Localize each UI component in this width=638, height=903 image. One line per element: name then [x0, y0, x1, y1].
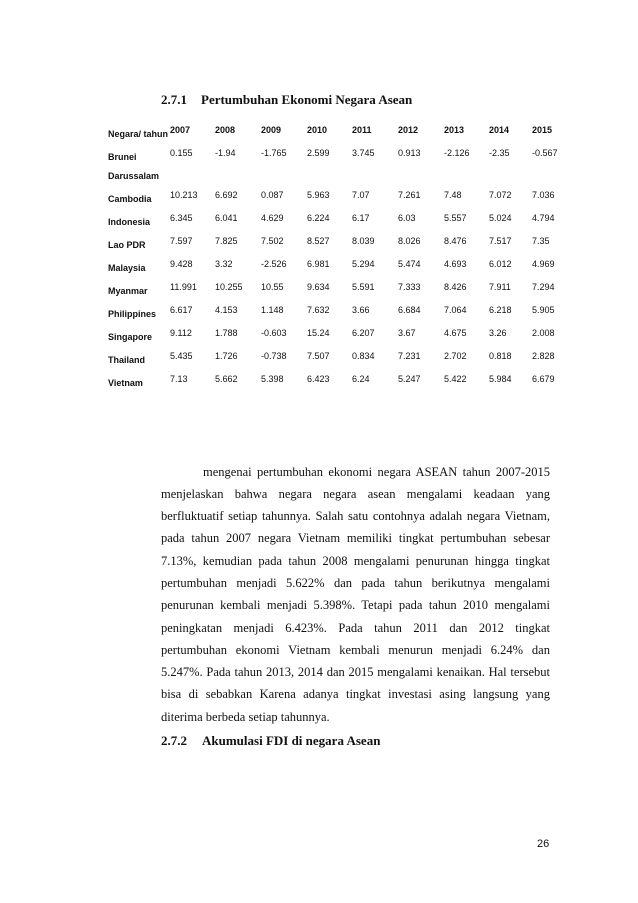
value-cell: 0.155	[170, 148, 193, 158]
value-cell: -2.35	[489, 148, 510, 158]
value-cell: 7.517	[489, 236, 512, 246]
value-cell: 6.17	[352, 213, 370, 223]
value-cell: 8.426	[444, 282, 467, 292]
value-cell: 8.026	[398, 236, 421, 246]
value-cell: 4.969	[532, 259, 555, 269]
header-year: 2015	[532, 125, 553, 135]
country-cell: Thailand	[108, 355, 146, 365]
country-cell: Singapore	[108, 332, 153, 342]
value-cell: 7.597	[170, 236, 193, 246]
table-row	[108, 301, 572, 324]
value-cell: 8.476	[444, 236, 467, 246]
table-row	[108, 144, 572, 186]
value-cell: 0.087	[261, 190, 284, 200]
country-cell: Cambodia	[108, 194, 152, 204]
table-row	[108, 347, 572, 370]
value-cell: 5.398	[261, 374, 284, 384]
value-cell: 6.684	[398, 305, 421, 315]
value-cell: 7.502	[261, 236, 284, 246]
value-cell: 6.423	[307, 374, 330, 384]
value-cell: 10.255	[215, 282, 243, 292]
value-cell: 4.153	[215, 305, 238, 315]
country-cell: Vietnam	[108, 378, 143, 388]
value-cell: 7.911	[489, 282, 511, 292]
value-cell: 4.794	[532, 213, 555, 223]
value-cell: 5.474	[398, 259, 421, 269]
value-cell: 10.55	[261, 282, 284, 292]
country-cell: Myanmar	[108, 286, 148, 296]
value-cell: 4.675	[444, 328, 467, 338]
header-year: 2013	[444, 125, 465, 135]
growth-table	[108, 121, 572, 393]
value-cell: -2.126	[444, 148, 470, 158]
value-cell: -1.94	[215, 148, 236, 158]
value-cell: -0.603	[261, 328, 287, 338]
header-year: 2012	[398, 125, 419, 135]
value-cell: 5.662	[215, 374, 238, 384]
value-cell: 7.507	[307, 351, 330, 361]
value-cell: 7.07	[352, 190, 370, 200]
table-row	[108, 232, 572, 255]
value-cell: 2.702	[444, 351, 467, 361]
value-cell: 3.67	[398, 328, 416, 338]
value-cell: 7.231	[398, 351, 421, 361]
value-cell: 6.218	[489, 305, 512, 315]
table-row	[108, 370, 572, 393]
value-cell: 7.036	[532, 190, 555, 200]
country-cell: Brunei Darussalam	[108, 152, 160, 181]
value-cell: 2.599	[307, 148, 330, 158]
value-cell: 7.35	[532, 236, 550, 246]
value-cell: 6.207	[352, 328, 375, 338]
value-cell: 6.041	[215, 213, 238, 223]
value-cell: 6.24	[352, 374, 370, 384]
value-cell: 5.557	[444, 213, 467, 223]
value-cell: 7.333	[398, 282, 421, 292]
header-year: 2009	[261, 125, 282, 135]
value-cell: 7.064	[444, 305, 467, 315]
table-row	[108, 324, 572, 347]
value-cell: 6.345	[170, 213, 193, 223]
value-cell: 6.224	[307, 213, 330, 223]
value-cell: 6.617	[170, 305, 193, 315]
section-number: 2.7.1	[161, 92, 187, 107]
header-country: Negara/ tahun	[108, 129, 169, 139]
value-cell: 10.213	[170, 190, 198, 200]
country-cell: Lao PDR	[108, 240, 146, 250]
header-year: 2014	[489, 125, 510, 135]
value-cell: 5.422	[444, 374, 467, 384]
value-cell: 5.247	[398, 374, 421, 384]
value-cell: 1.788	[215, 328, 238, 338]
value-cell: 0.818	[489, 351, 512, 361]
table-row	[108, 255, 572, 278]
section-title: Akumulasi FDI di negara Asean	[202, 733, 381, 748]
value-cell: 6.981	[307, 259, 330, 269]
value-cell: 7.072	[489, 190, 512, 200]
value-cell: 4.629	[261, 213, 284, 223]
section-title: Pertumbuhan Ekonomi Negara Asean	[201, 92, 413, 107]
value-cell: -0.738	[261, 351, 287, 361]
value-cell: 9.428	[170, 259, 193, 269]
value-cell: 7.294	[532, 282, 555, 292]
value-cell: 7.261	[398, 190, 421, 200]
value-cell: 5.591	[352, 282, 375, 292]
value-cell: 2.828	[532, 351, 555, 361]
value-cell: 8.527	[307, 236, 330, 246]
value-cell: 9.634	[307, 282, 330, 292]
table-row	[108, 186, 572, 209]
value-cell: 1.726	[215, 351, 238, 361]
section-heading-2-7-1	[161, 92, 412, 108]
value-cell: 2.008	[532, 328, 555, 338]
value-cell: 6.03	[398, 213, 416, 223]
value-cell: 5.294	[352, 259, 375, 269]
value-cell: 5.963	[307, 190, 330, 200]
value-cell: 1.148	[261, 305, 284, 315]
value-cell: 9.112	[170, 328, 192, 338]
header-year: 2010	[307, 125, 328, 135]
value-cell: 7.13	[170, 374, 188, 384]
body-paragraph: mengenai pertumbuhan ekonomi negara ASEAN tahun 2007-2015 menjelaskan bahwa negara negara asean mengalami keadaan yang berfluktuatif setiap tahunnya. Salah satu contohnya adalah negara Vietnam, pada tahun 2007 negara Vietnam memiliki tingkat pertumbuhan sebesar 7.13%, kemudian pada tahun 2008 mengalami penurunan hingga tingkat pertumbuhan menjadi 5.622% dan pada tahun berikutnya mengalami penurunan kembali menjadi 5.398%. Tetapi pada tahun 2010 mengalami peningkatan menjadi 6.423%. Pada tahun 2011 dan 2012 tingkat pertumbuhan ekonomi Vietnam kembali menurun menjadi 6.24% dan 5.247%. Pada tahun 2013, 2014 dan 2015 mengalami kenaikan. Hal tersebut bisa di sebabkan Karena adanya tingkat investasi asing langsung yang diterima berbeda setiap tahunnya.	[161, 464, 550, 724]
table-row	[108, 278, 572, 301]
value-cell: 0.913	[398, 148, 421, 158]
value-cell: 4.693	[444, 259, 467, 269]
table-header-row	[108, 121, 572, 144]
value-cell: 5.435	[170, 351, 193, 361]
value-cell: 7.48	[444, 190, 462, 200]
value-cell: 5.024	[489, 213, 512, 223]
value-cell: 0.834	[352, 351, 375, 361]
value-cell: -0.567	[532, 148, 558, 158]
value-cell: 8.039	[352, 236, 375, 246]
value-cell: 5.905	[532, 305, 555, 315]
header-year: 2007	[170, 125, 191, 135]
value-cell: -2.526	[261, 259, 287, 269]
value-cell: 3.66	[352, 305, 370, 315]
section-number: 2.7.2	[161, 733, 187, 748]
value-cell: 3.745	[352, 148, 375, 158]
table-row	[108, 209, 572, 232]
country-cell: Malaysia	[108, 263, 146, 273]
value-cell: 7.632	[307, 305, 330, 315]
value-cell: 6.679	[532, 374, 555, 384]
value-cell: 3.26	[489, 328, 507, 338]
value-cell: 5.984	[489, 374, 512, 384]
country-cell: Indonesia	[108, 217, 151, 227]
page-number: 26	[537, 838, 550, 850]
section-heading-2-7-2	[161, 733, 380, 749]
value-cell: 6.012	[489, 259, 512, 269]
value-cell: -1.765	[261, 148, 287, 158]
value-cell: 7.825	[215, 236, 238, 246]
country-cell: Philippines	[108, 309, 157, 319]
value-cell: 3.32	[215, 259, 233, 269]
table-body	[108, 144, 572, 393]
value-cell: 11.991	[170, 282, 197, 292]
value-cell: 15.24	[307, 328, 330, 338]
header-year: 2011	[352, 125, 372, 135]
value-cell: 6.692	[215, 190, 238, 200]
header-year: 2008	[215, 125, 236, 135]
